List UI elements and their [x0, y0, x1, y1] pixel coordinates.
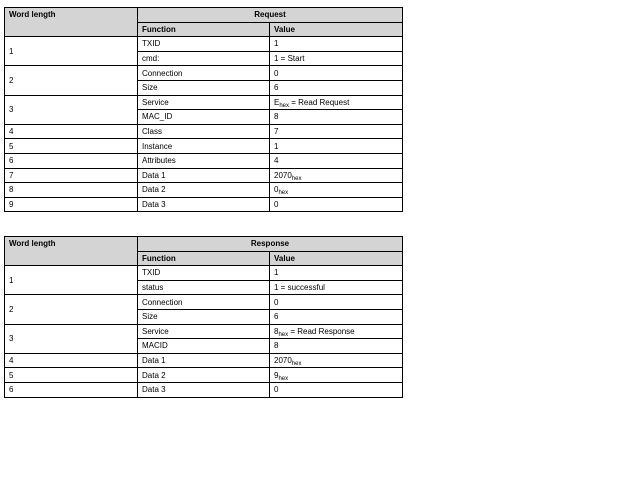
- word-length-cell: 7: [5, 168, 138, 183]
- request-value-header: Value: [270, 22, 403, 37]
- value-subscript: hex: [291, 175, 302, 182]
- function-cell: Size: [138, 309, 270, 324]
- request-title: Request: [138, 8, 403, 23]
- response-word-length-header: Word length: [5, 237, 138, 266]
- word-length-cell: 8: [5, 183, 138, 198]
- function-cell: TXID: [138, 37, 270, 52]
- value-cell: 1 = successful: [270, 280, 403, 295]
- value-cell: [270, 95, 403, 110]
- word-length-cell: 1: [5, 266, 138, 295]
- table-row: [5, 183, 403, 198]
- request-table: [4, 7, 403, 212]
- function-cell: status: [138, 280, 270, 295]
- value-subscript: hex: [278, 331, 289, 338]
- function-cell: Attributes: [138, 153, 270, 168]
- value-subscript: hex: [278, 375, 289, 382]
- word-length-cell: 1: [5, 37, 138, 66]
- value-cell: 6: [270, 309, 403, 324]
- word-length-cell: 4: [5, 353, 138, 368]
- response-body: [5, 266, 403, 397]
- value-cell: [270, 368, 403, 383]
- function-cell: cmd:: [138, 51, 270, 66]
- value-cell: 7: [270, 124, 403, 139]
- function-cell: MAC_ID: [138, 110, 270, 125]
- function-cell: Data 3: [138, 382, 270, 397]
- response-header-row: [5, 237, 403, 252]
- function-cell: Data 3: [138, 197, 270, 212]
- function-cell: Class: [138, 124, 270, 139]
- function-cell: Connection: [138, 295, 270, 310]
- word-length-cell: 9: [5, 197, 138, 212]
- table-row: [5, 37, 403, 52]
- value-rest: = Read Response: [288, 326, 355, 336]
- table-row: [5, 168, 403, 183]
- function-cell: Service: [138, 324, 270, 339]
- value-cell: 8: [270, 339, 403, 354]
- value-cell: 8: [270, 110, 403, 125]
- word-length-cell: 2: [5, 66, 138, 95]
- value-main: E: [274, 97, 280, 107]
- function-cell: Data 2: [138, 183, 270, 198]
- table-row: [5, 153, 403, 168]
- request-word-length-header: Word length: [5, 8, 138, 37]
- value-cell: [270, 353, 403, 368]
- table-row: [5, 197, 403, 212]
- request-function-header: Function: [138, 22, 270, 37]
- response-function-header: Function: [138, 251, 270, 266]
- value-subscript: hex: [291, 361, 302, 368]
- value-cell: [270, 324, 403, 339]
- value-cell: 6: [270, 80, 403, 95]
- function-cell: Data 1: [138, 168, 270, 183]
- request-header-row: [5, 8, 403, 23]
- word-length-cell: 3: [5, 324, 138, 353]
- function-cell: Data 2: [138, 368, 270, 383]
- value-cell: 0: [270, 197, 403, 212]
- table-row: [5, 368, 403, 383]
- table-row: [5, 139, 403, 154]
- table-row: [5, 324, 403, 339]
- value-main: 0: [274, 185, 279, 195]
- word-length-cell: 3: [5, 95, 138, 124]
- table-row: [5, 295, 403, 310]
- value-cell: [270, 168, 403, 183]
- value-main: 8: [274, 326, 279, 336]
- value-cell: 1: [270, 37, 403, 52]
- value-cell: 0: [270, 382, 403, 397]
- response-title: Response: [138, 237, 403, 252]
- value-cell: [270, 183, 403, 198]
- table-row: [5, 124, 403, 139]
- value-subscript: hex: [278, 190, 289, 197]
- word-length-cell: 5: [5, 139, 138, 154]
- function-cell: Connection: [138, 66, 270, 81]
- function-cell: TXID: [138, 266, 270, 281]
- value-cell: 1: [270, 139, 403, 154]
- function-cell: MACID: [138, 339, 270, 354]
- table-row: [5, 382, 403, 397]
- word-length-cell: 5: [5, 368, 138, 383]
- function-cell: Instance: [138, 139, 270, 154]
- value-main: 2070: [274, 356, 292, 366]
- table-row: [5, 95, 403, 110]
- function-cell: Data 1: [138, 353, 270, 368]
- value-cell: 4: [270, 153, 403, 168]
- response-value-header: Value: [270, 251, 403, 266]
- table-row: [5, 353, 403, 368]
- value-main: 2070: [274, 170, 292, 180]
- value-cell: 0: [270, 66, 403, 81]
- word-length-cell: 6: [5, 382, 138, 397]
- function-cell: Size: [138, 80, 270, 95]
- word-length-cell: 2: [5, 295, 138, 324]
- value-cell: 1: [270, 266, 403, 281]
- value-subscript: hex: [279, 102, 290, 109]
- request-body: [5, 37, 403, 212]
- table-row: [5, 266, 403, 281]
- value-rest: = Read Request: [289, 97, 350, 107]
- function-cell: Service: [138, 95, 270, 110]
- value-main: 9: [274, 370, 279, 380]
- word-length-cell: 6: [5, 153, 138, 168]
- value-cell: 1 = Start: [270, 51, 403, 66]
- word-length-cell: 4: [5, 124, 138, 139]
- table-row: [5, 66, 403, 81]
- value-cell: 0: [270, 295, 403, 310]
- response-table: [4, 236, 403, 398]
